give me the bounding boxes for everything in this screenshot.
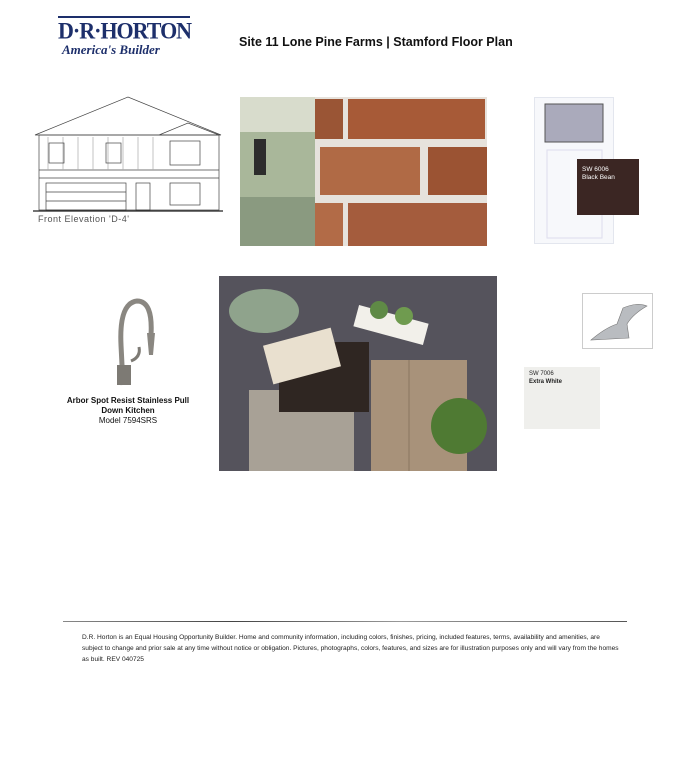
swatch-name: Extra White bbox=[529, 378, 563, 385]
logo-name: D·R·HORTON bbox=[58, 17, 192, 44]
disclaimer-text: D.R. Horton is an Equal Housing Opportunity Builder. Home and community information, including colors, finishes, pricing, included features, terms, availability and amenities, are subject to change and prior sale at any time without notice or obligation. Pictures, photographs, colors, features, and sizes are for illustration purposes only and will vary from the homes as built. REV 040725 bbox=[82, 634, 619, 663]
paint-swatch-black-bean bbox=[577, 159, 639, 215]
interior-materials-photo bbox=[219, 276, 497, 471]
dr-horton-logo bbox=[58, 16, 196, 58]
front-elevation-drawing bbox=[33, 95, 223, 215]
brick-siding-illustration bbox=[240, 97, 487, 246]
faucet-model: Model 7594SRS bbox=[98, 416, 158, 425]
swatch-code: SW 6006 bbox=[582, 166, 609, 173]
exterior-materials-photo bbox=[240, 97, 487, 246]
swatch-code: SW 7006 bbox=[529, 371, 554, 377]
footer-divider bbox=[63, 621, 627, 622]
interior-finishes-illustration bbox=[219, 276, 497, 471]
bath-faucet-illustration bbox=[583, 294, 652, 348]
logo-tagline: America's Builder bbox=[62, 42, 160, 57]
kitchen-faucet-caption bbox=[52, 396, 204, 426]
paint-swatch-extra-white bbox=[524, 367, 600, 429]
kitchen-faucet-image bbox=[95, 295, 160, 387]
bath-faucet-image bbox=[582, 293, 653, 349]
swatch-name: Black Bean bbox=[582, 174, 615, 182]
elevation-caption: Front Elevation 'D-4' bbox=[38, 214, 130, 224]
page-title: Site 11 Lone Pine Farms | Stamford Floor Plan bbox=[239, 35, 513, 49]
faucet-name-line2: Down Kitchen bbox=[101, 406, 155, 415]
faucet-name-line1: Arbor Spot Resist Stainless Pull bbox=[66, 396, 190, 405]
